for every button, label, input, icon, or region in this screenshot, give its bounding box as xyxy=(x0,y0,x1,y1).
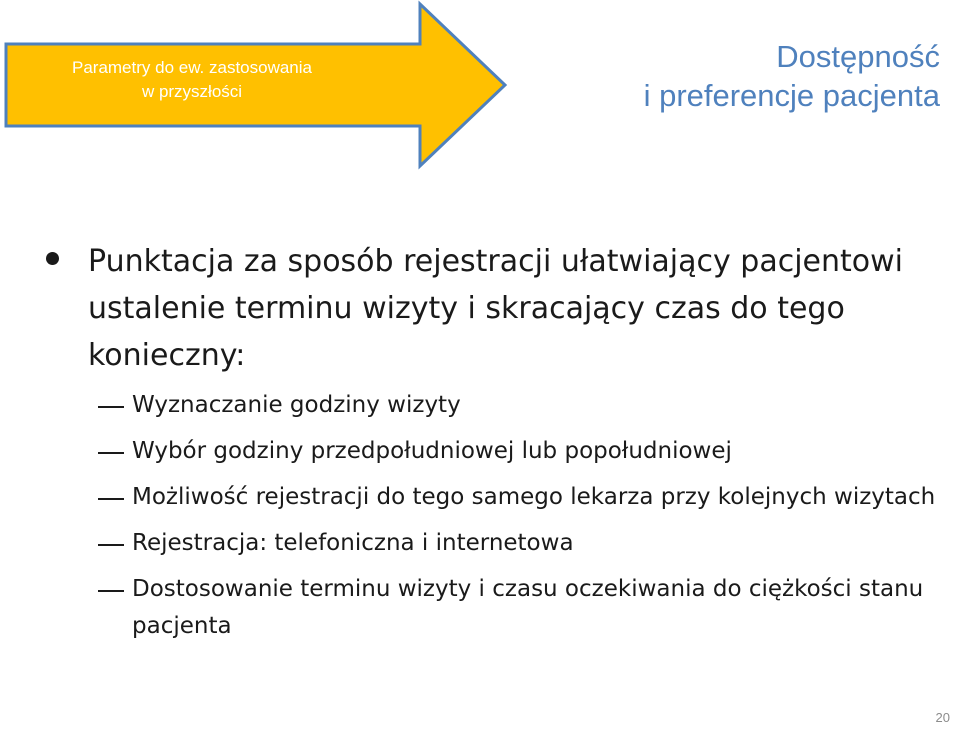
sub-bullet-item xyxy=(40,387,940,424)
arrow-label xyxy=(22,56,362,104)
sub-bullet-item xyxy=(40,433,940,470)
sub-bullet-text: Dostosowanie terminu wizyty i czasu oczekiwania do ciężkości stanu pacjenta xyxy=(132,576,924,639)
sub-bullet-text: Wyznaczanie godziny wizyty xyxy=(132,392,461,418)
sub-bullet-list xyxy=(40,387,940,645)
dash-icon xyxy=(98,590,124,592)
slide-title xyxy=(520,37,940,115)
dash-icon xyxy=(98,452,124,454)
bullet-dot-icon xyxy=(46,252,59,265)
slide-content xyxy=(40,238,940,654)
main-bullet xyxy=(40,238,940,379)
main-bullet-text: Punktacja za sposób rejestracji ułatwiający pacjentowi ustalenie terminu wizyty i skracający czas do tego konieczny: xyxy=(88,244,904,373)
arrow-label-line1: Parametry do ew. zastosowania xyxy=(71,58,312,77)
dash-icon xyxy=(98,406,124,408)
page-number: 20 xyxy=(935,710,950,725)
sub-bullet-item xyxy=(40,525,940,562)
arrow-label-line2: w przyszłości xyxy=(141,82,243,101)
slide-title-line2: i preferencje pacjenta xyxy=(643,78,940,113)
sub-bullet-text: Możliwość rejestracji do tego samego lekarza przy kolejnych wizytach xyxy=(132,484,936,510)
slide-title-line1: Dostępność xyxy=(776,39,940,74)
sub-bullet-text: Rejestracja: telefoniczna i internetowa xyxy=(132,530,574,556)
sub-bullet-text: Wybór godziny przedpołudniowej lub popołudniowej xyxy=(132,438,732,464)
dash-icon xyxy=(98,498,124,500)
sub-bullet-item xyxy=(40,571,940,645)
dash-icon xyxy=(98,544,124,546)
sub-bullet-item xyxy=(40,479,940,516)
